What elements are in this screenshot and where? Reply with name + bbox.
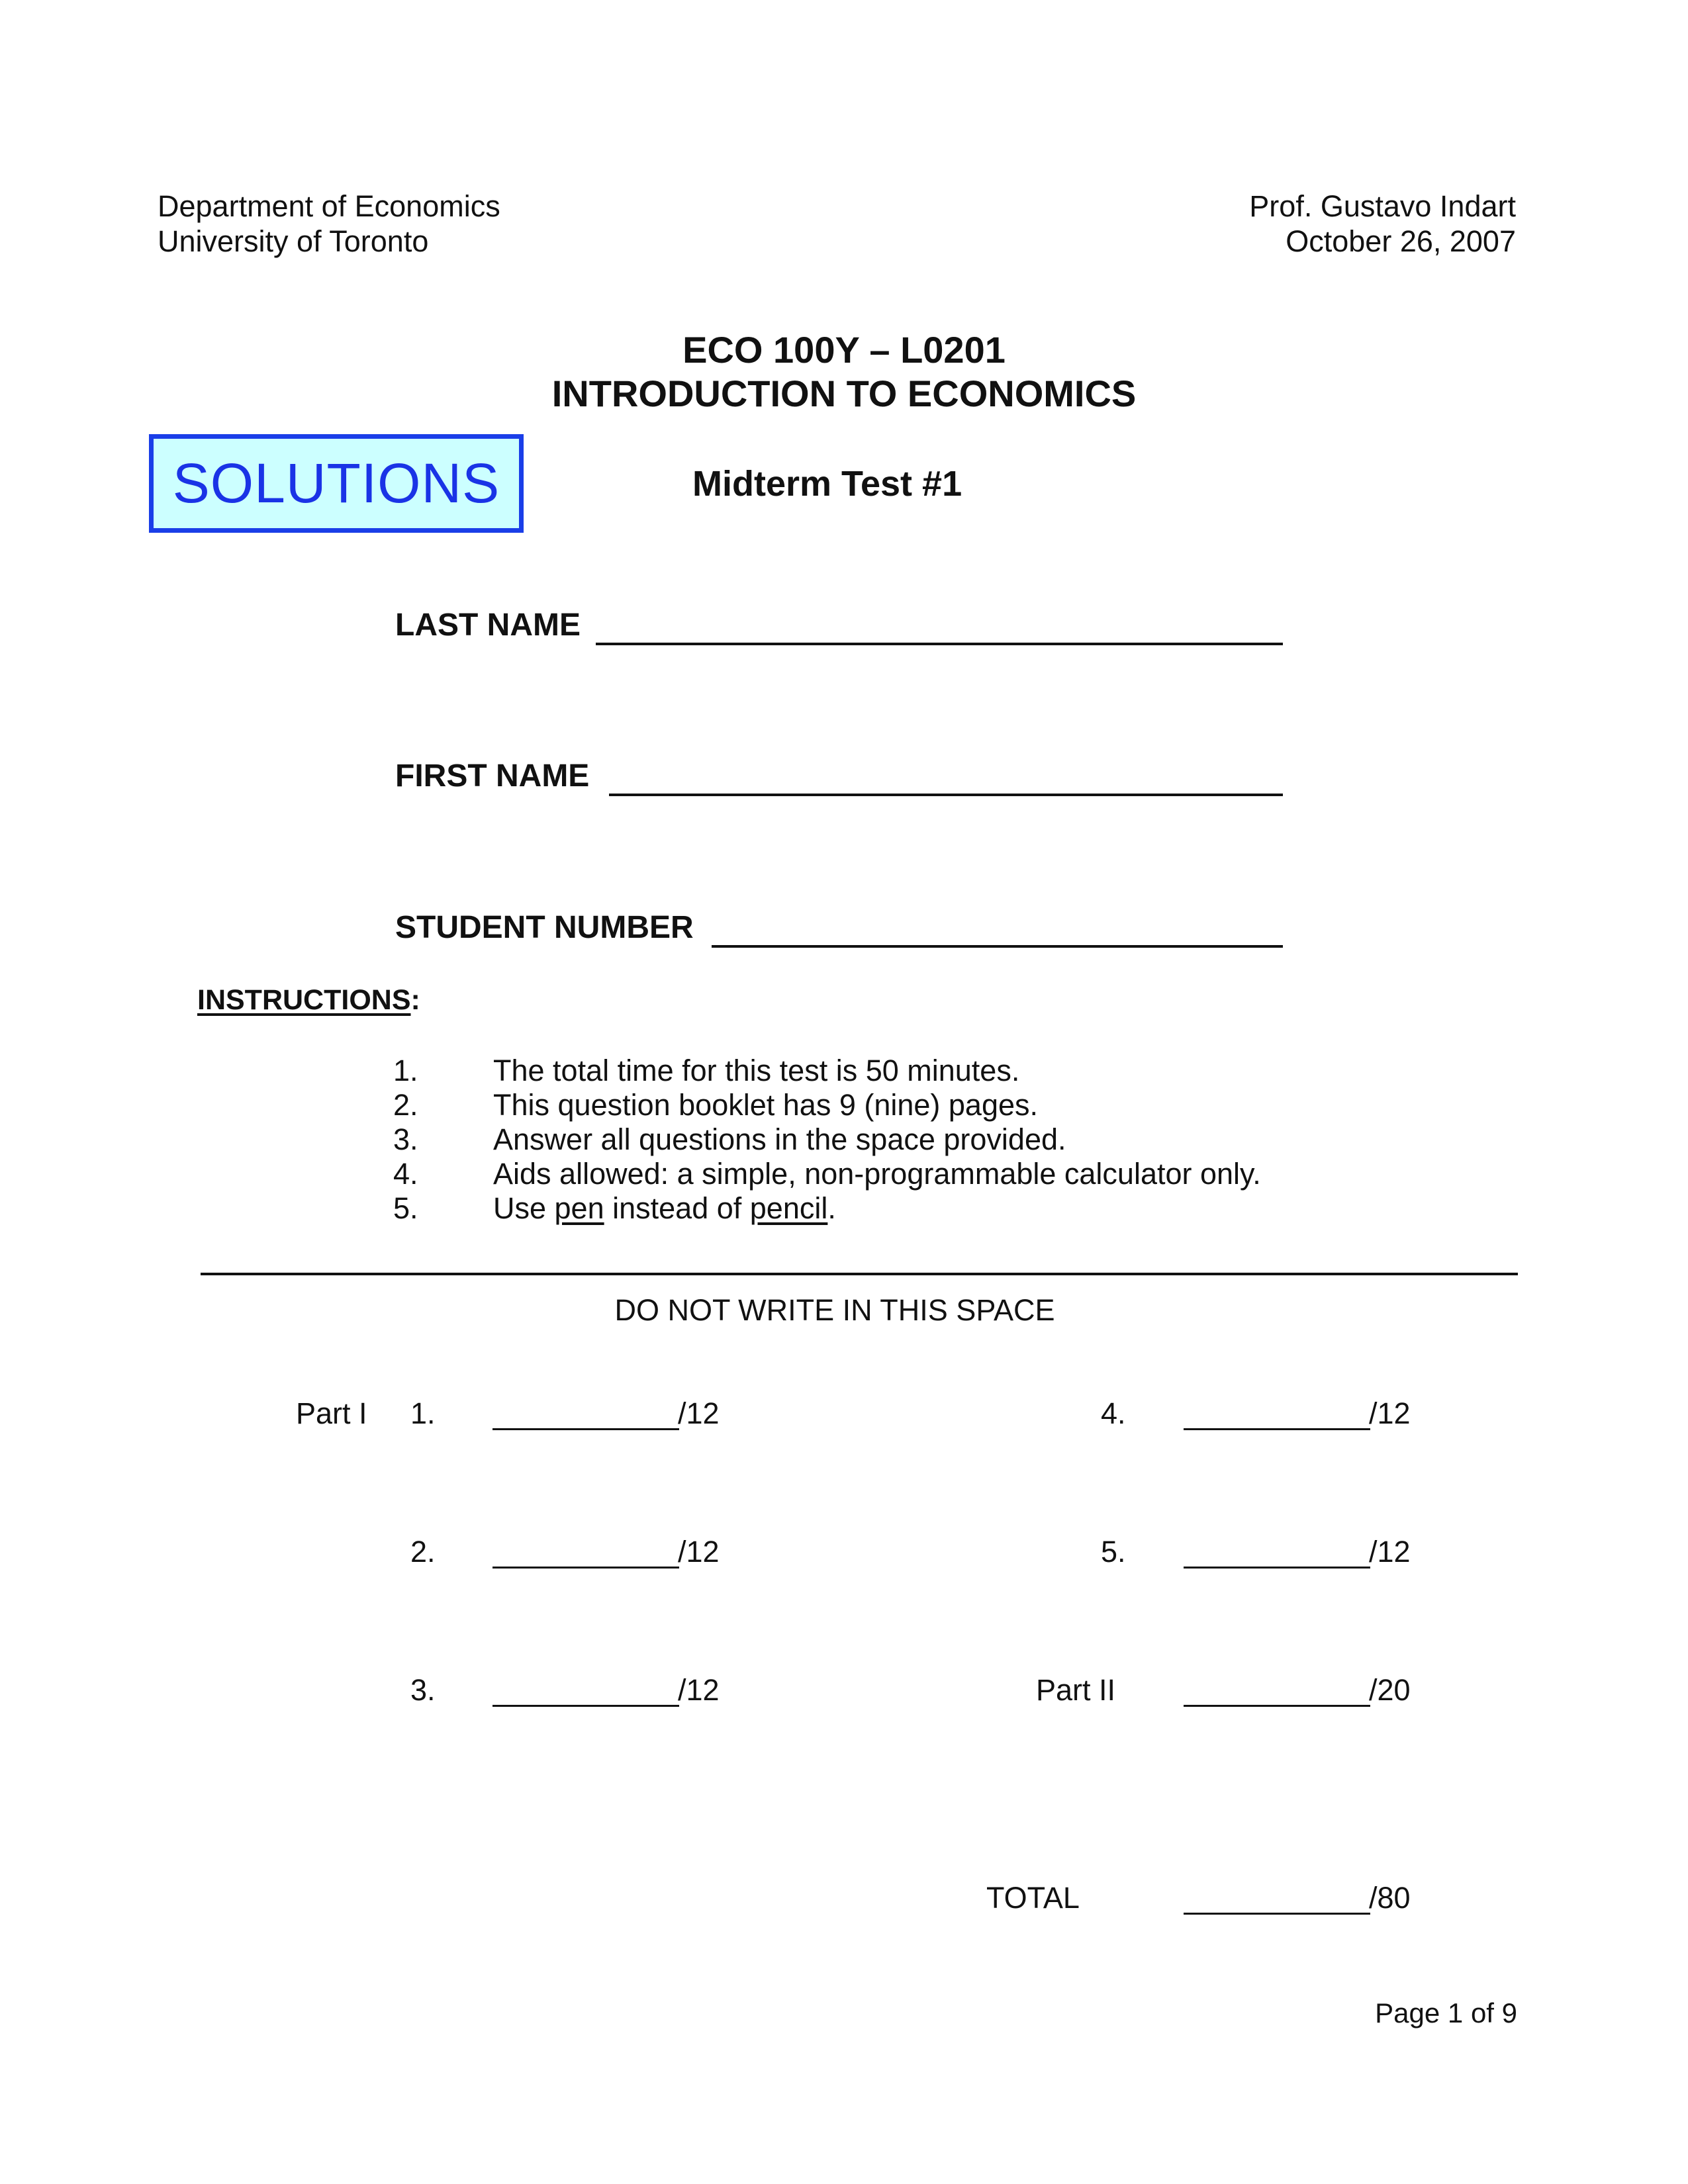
instruction-number: 5. bbox=[393, 1191, 418, 1225]
instruction-text: Aids allowed: a simple, non-programmable calculator only. bbox=[493, 1157, 1261, 1191]
instructions-colon: : bbox=[410, 984, 420, 1016]
instruction-number: 1. bbox=[393, 1054, 418, 1087]
instruction-number: 4. bbox=[393, 1157, 418, 1191]
solutions-label: SOLUTIONS bbox=[172, 452, 500, 514]
score-row-label: 2. bbox=[410, 1535, 436, 1569]
do-not-write-notice: DO NOT WRITE IN THIS SPACE bbox=[614, 1293, 1055, 1327]
instruction-text: Answer all questions in the space provided. bbox=[493, 1122, 1066, 1156]
total-label: TOTAL bbox=[986, 1881, 1080, 1915]
last-name-label: LAST NAME bbox=[395, 608, 581, 643]
score-blank bbox=[492, 1428, 679, 1430]
instruction-text: This question booklet has 9 (nine) pages. bbox=[493, 1088, 1039, 1122]
course-code: ECO 100Y – L0201 bbox=[682, 329, 1006, 371]
score-row-label: 1. bbox=[410, 1396, 436, 1430]
student-number-label: STUDENT NUMBER bbox=[395, 910, 694, 945]
score-max: /12 bbox=[1369, 1396, 1411, 1430]
course-name: INTRODUCTION TO ECONOMICS bbox=[551, 373, 1137, 414]
instructions-heading-wrap bbox=[197, 984, 420, 1017]
university-name: University of Toronto bbox=[158, 224, 429, 258]
department-name: Department of Economics bbox=[158, 189, 500, 223]
score-max: /20 bbox=[1369, 1673, 1411, 1707]
score-row-label: 4. bbox=[1101, 1396, 1126, 1430]
first-name-label: FIRST NAME bbox=[395, 758, 590, 794]
instructions-heading: INSTRUCTIONS bbox=[197, 984, 411, 1016]
score-blank bbox=[1184, 1705, 1370, 1707]
professor-name: Prof. Gustavo Indart bbox=[1249, 189, 1516, 223]
instruction-text: The total time for this test is 50 minutes. bbox=[493, 1054, 1020, 1087]
instruction-number: 3. bbox=[393, 1122, 418, 1156]
score-blank bbox=[1184, 1567, 1370, 1569]
score-max: /12 bbox=[1369, 1535, 1411, 1569]
part-one-label: Part I bbox=[296, 1396, 367, 1430]
last-name-field[interactable] bbox=[596, 643, 1283, 645]
total-max: /80 bbox=[1369, 1881, 1411, 1915]
score-blank bbox=[492, 1567, 679, 1569]
score-max: /12 bbox=[678, 1673, 720, 1707]
score-row-label: 3. bbox=[410, 1673, 436, 1707]
score-max: /12 bbox=[678, 1535, 720, 1569]
test-name: Midterm Test #1 bbox=[692, 464, 962, 504]
instruction-text: Use pen instead of pencil. bbox=[493, 1191, 836, 1225]
part-two-label: Part II bbox=[1036, 1673, 1116, 1707]
score-blank bbox=[1184, 1428, 1370, 1430]
instruction-number: 2. bbox=[393, 1088, 418, 1122]
page-number: Page 1 of 9 bbox=[1375, 1997, 1517, 2028]
first-name-field[interactable] bbox=[609, 794, 1283, 796]
section-divider bbox=[201, 1273, 1518, 1275]
score-max: /12 bbox=[678, 1396, 720, 1430]
total-blank bbox=[1184, 1913, 1370, 1915]
solutions-stamp bbox=[149, 434, 524, 533]
score-blank bbox=[492, 1705, 679, 1707]
student-number-field[interactable] bbox=[712, 945, 1283, 948]
score-row-label: 5. bbox=[1101, 1535, 1126, 1569]
test-date: October 26, 2007 bbox=[1286, 224, 1516, 258]
